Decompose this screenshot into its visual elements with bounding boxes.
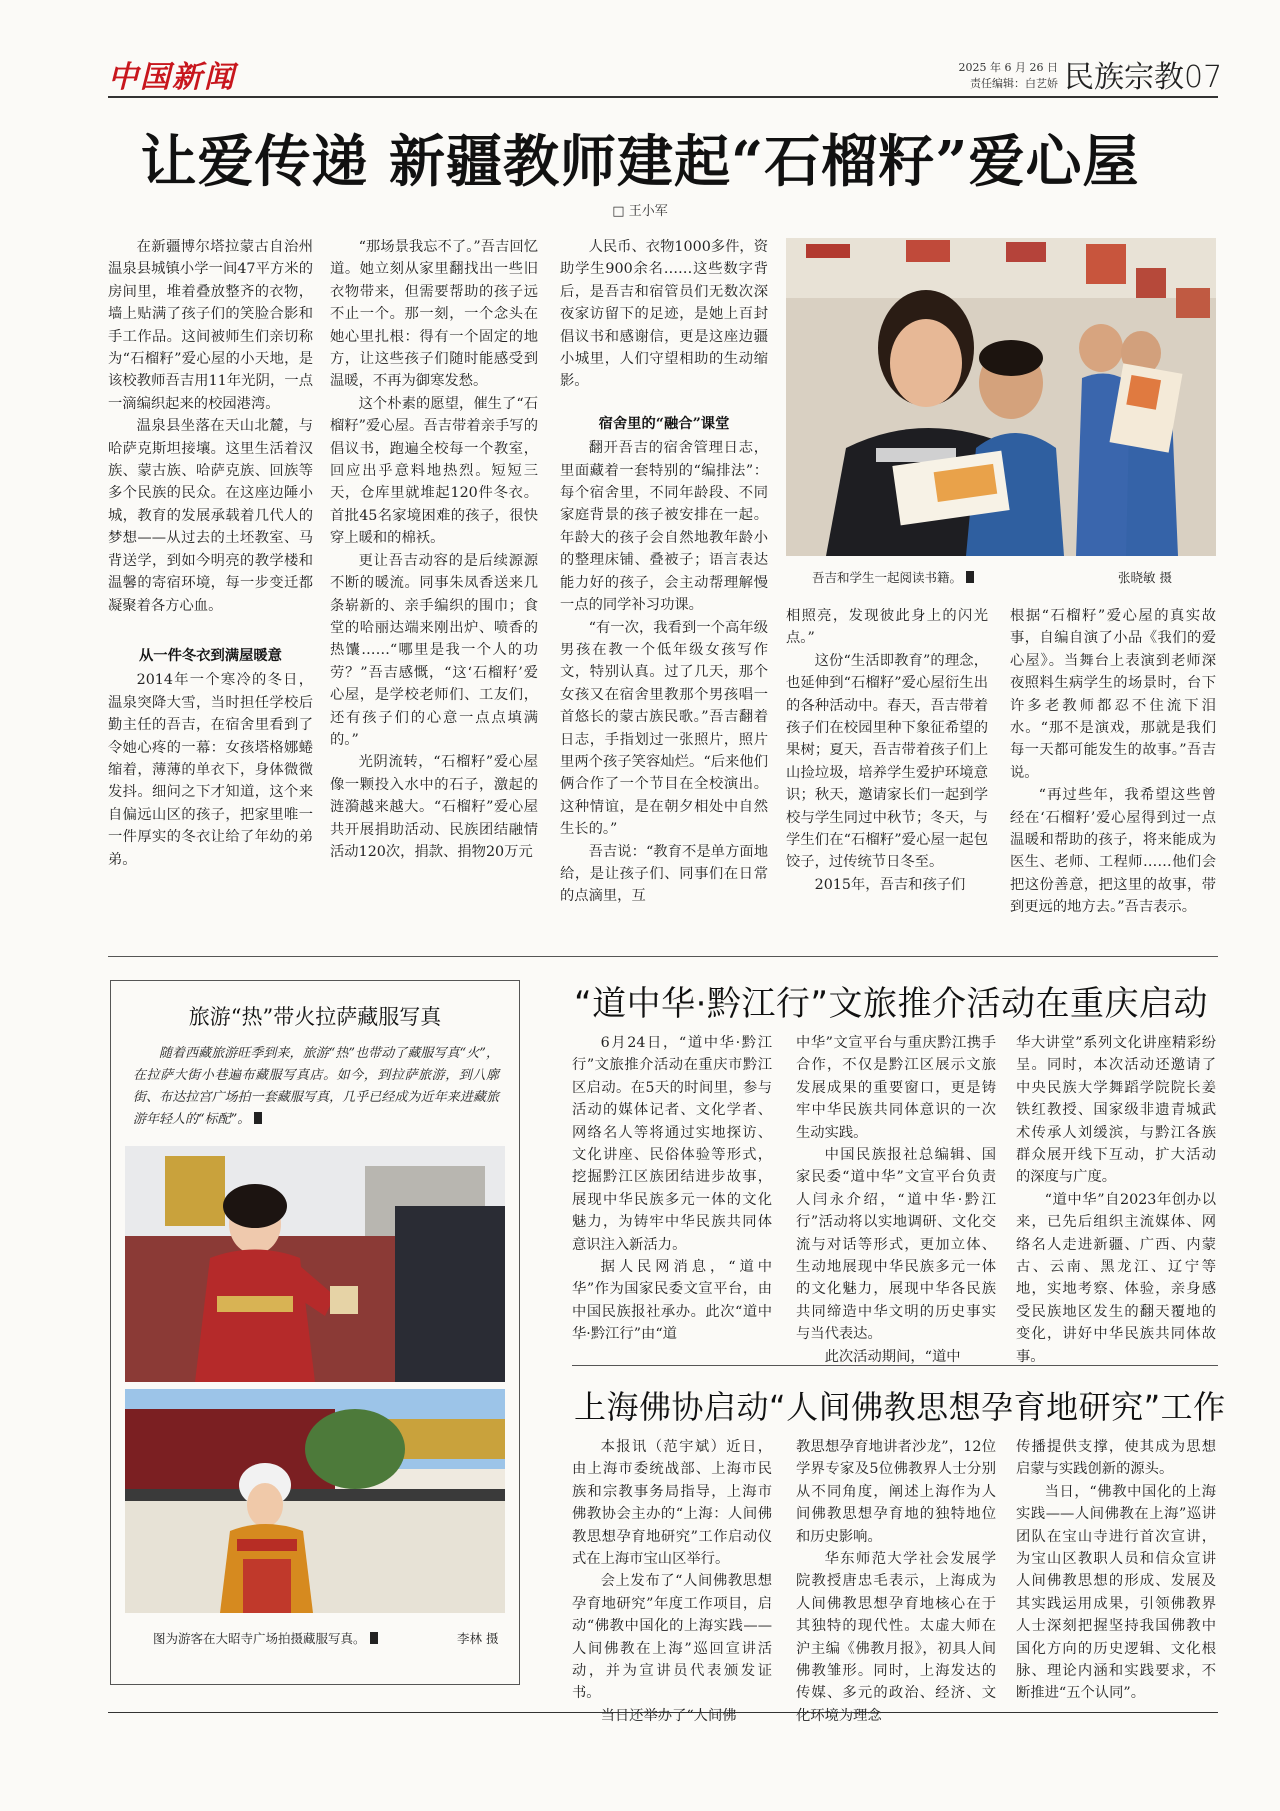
page-number: 07 [1184, 60, 1223, 95]
story2-headline: “道中华·黔江行”文旅推介活动在重庆启动 [574, 984, 1209, 1024]
sidebar-photo-top [125, 1146, 505, 1382]
lead-column-2 [330, 236, 538, 863]
reading-photo-illustration [786, 238, 1216, 556]
lead-column-3 [560, 236, 768, 908]
issue-editor: 责任编辑：白艺娇 [970, 77, 1058, 90]
sidebar-photo-bottom [125, 1389, 505, 1613]
lead-paragraph: 温泉县坐落在天山北麓，与哈萨克斯坦接壤。这里生活着汉族、蒙古族、哈萨克族、回族等多个民族的民众。在这座边陲小城，教育的发展承载着几代人的梦想——从过去的土坯教室、马背送学，到如今明亮的教学楼和温馨的寄宿环境，每一步变迁都凝聚着各方心血。 [108, 418, 313, 614]
end-mark [370, 1632, 378, 1644]
lead-paragraph: 这份“生活即教育”的理念，也延伸到“石榴籽”爱心屋衍生出的各种活动中。春天，吾吉带着孩子们在校园里种下象征希望的果树；夏天，吾吉带着孩子们上山捡垃圾，培养学生爱护环境意识；秋天，邀请家长们一起到学校与学生同过中秋节；冬天，与学生们在“石榴籽”爱心屋一起包饺子，过传统节日冬至。 [786, 652, 988, 871]
section-title: 民族宗教 [1064, 60, 1184, 95]
lead-paragraph: 人民币、衣物1000多件，资助学生900余名……这些数字背后，是吾吉和宿管员们无数次深夜家访留下的足迹，是她上百封倡议书和感谢信，更是这座边疆小城里，人们守望相助的生动缩影。 [560, 239, 768, 390]
story2-column-1 [572, 1032, 772, 1346]
sidebar-title: 旅游“热”带火拉萨藏服写真 [188, 1005, 442, 1029]
story3-paragraph: 本报讯（范宇斌）近日，由上海市委统战部、上海市民族和宗教事务局指导，上海市佛教协会主办的“上海：人间佛教思想孕育地研究”工作启动仪式在上海市宝山区举行。 [572, 1439, 772, 1568]
story3-paragraph: 会上发布了“人间佛教思想孕育地研究”年度工作项目，启动“佛教中国化的上海实践——人间佛教在上海”巡回宣讲活动，并为宣讲员代表颁发证书。 [572, 1573, 772, 1702]
lead-paragraph: “有一次，我看到一个高年级男孩在教一个低年级女孩写作文，特别认真。过了几天，那个女孩又在宿舍里教那个男孩唱一首悠长的蒙古族民歌。”吾吉翻着日志，手指划过一张照片，照片里两个孩子笑容灿烂。“后来他们俩合作了一个节目在全校演出。这种情谊，是在朝夕相处中自然生长的。” [560, 619, 768, 838]
story3-paragraph: 教思想孕育地讲者沙龙”，12位学界专家及5位佛教界人士分别从不同角度，阐述上海作为人间佛教思想孕育地的独特地位和历史影响。 [796, 1439, 996, 1545]
lead-byline: □ 王小军 [612, 204, 668, 219]
tibetan-costume-photo-1 [125, 1146, 505, 1382]
lead-paragraph: 这个朴素的愿望，催生了“石榴籽”爱心屋。吾吉带着亲手写的倡议书，跑遍全校每一个教室，回应出乎意料地热烈。短短三天，仓库里就堆起120件冬衣。首批45名家境困难的孩子，很快穿上暖和的棉袄。 [330, 395, 538, 547]
story2-column-2 [796, 1032, 996, 1368]
issue-date: 2025 年 6 月 26 日 [958, 61, 1058, 74]
lead-paragraph: 光阴流转，“石榴籽”爱心屋像一颗投入水中的石子，激起的涟漪越来越大。“石榴籽”爱心屋共开展捐助活动、民族团结融情活动120次，捐款、捐物20万元 [330, 754, 538, 860]
sidebar-credit: 李林 摄 [457, 1631, 499, 1646]
lead-column-4 [786, 605, 988, 896]
story2-paragraph: 此次活动期间，“道中 [824, 1348, 961, 1365]
tibetan-costume-photo-2 [125, 1389, 505, 1613]
lead-subhead: 从一件冬衣到满屋暖意 [139, 647, 282, 664]
lead-headline: 让爱传递 新疆教师建起“石榴籽”爱心屋 [140, 129, 1140, 195]
section-label [1064, 52, 1222, 96]
end-mark [254, 1112, 262, 1124]
story3-column-2 [796, 1436, 996, 1727]
lead-paragraph: 相照亮，发现彼此身上的闪光点。” [786, 608, 988, 647]
lead-paragraph: 吾吉说：“教育不是单方面地给，是让孩子们、同事们在日常的点滴里，互 [560, 843, 768, 905]
story3-paragraph: 当日还举办了“人间佛 [600, 1707, 737, 1724]
lead-subhead: 宿舍里的“融合”课堂 [598, 415, 730, 432]
lead-photo-caption [812, 568, 974, 586]
story2-paragraph: 中华”文宣平台与重庆黔江携手合作，不仅是黔江区展示文旅发展成果的重要窗口，更是铸牢中华民族共同体意识的一次生动实践。 [796, 1035, 996, 1141]
story2-paragraph: 据人民网消息，“道中华”作为国家民委文宣平台，由中国民族报社承办。此次“道中华·黔江行”由“道 [572, 1259, 772, 1343]
story2-paragraph: 6月24日，“道中华·黔江行”文旅推介活动在重庆市黔江区启动。在5天的时间里，参与活动的媒体记者、文化学者、网络名人等将通过实地探访、文化讲座、民俗体验等形式，挖掘黔江区族团结进步故事，展现中华民族多元一体的文化魅力，为铸牢中华民族共同体意识注入新活力。 [572, 1035, 772, 1253]
story2-column-3 [1016, 1032, 1216, 1368]
header-rule [108, 96, 1218, 98]
end-mark [966, 571, 974, 583]
story-divider [572, 1365, 1218, 1366]
sidebar-box [110, 980, 520, 1685]
lead-paragraph: 在新疆博尔塔拉蒙古自治州温泉县城镇小学一间47平方米的房间里，堆着叠放整齐的衣物，墙上贴满了孩子们的笑脸合影和手工作品。这间被师生们亲切称为“石榴籽”爱心屋的小天地，是该校教师吾吉用11年光阴，一点一滴编织起来的校园港湾。 [108, 239, 313, 412]
footer-rule [108, 1712, 1218, 1713]
story2-paragraph: 中国民族报社总编辑、国家民委“道中华”文宣平台负责人闫永介绍，“道中华·黔江行”活动将以实地调研、文化交流与对话等形式，更加立体、生动地展现中华民族多元一体的文化魅力，展现中华各民族共同缔造中华文明的历史事实与当代表达。 [796, 1147, 996, 1343]
section-divider [108, 956, 1218, 957]
story3-column-3 [1016, 1436, 1216, 1705]
story3-paragraph: 华东师范大学社会发展学院教授唐忠毛表示，上海成为人间佛教思想孕育地核心在于其独特的现代性。太虚大师在沪主编《佛教月报》，初具人间佛教雏形。同时，上海发达的传媒、多元的政治、经济、文化环境为理念 [796, 1551, 996, 1724]
lead-paragraph: 翻开吾吉的宿舍管理日志，里面藏着一套特别的“编排法”：每个宿舍里，不同年龄段、不同家庭背景的孩子被安排在一起。年龄大的孩子会自然地教年龄小的整理床铺、叠被子；语言表达能力好的孩子，会主动帮理解慢一点的同学补习功课。 [560, 440, 768, 614]
story3-headline: 上海佛协启动“人间佛教思想孕育地研究”工作 [574, 1388, 1226, 1426]
story2-paragraph: “道中华”自2023年创办以来，已先后组织主流媒体、网络名人走进新疆、广西、内蒙古、云南、黑龙江、辽宁等地，实地考察、体验，亲身感受民族地区发生的翻天覆地的变化，讲好中华民族共同体故事。 [1016, 1191, 1216, 1365]
story3-column-1 [572, 1436, 772, 1727]
story3-paragraph: 传播提供支撑，使其成为思想启蒙与实践创新的源头。 [1016, 1439, 1216, 1478]
lead-paragraph: “那场景我忘不了。”吾吉回忆道。她立刻从家里翻找出一些旧衣物带来，但需要帮助的孩子远不止一个。那一刻，一个念头在她心里扎根：得有一个固定的地方，让这些孩子们随时能感受到温暖，不再为御寒发愁。 [330, 239, 538, 390]
sidebar-caption-text: 图为游客在大昭寺广场拍摄藏服写真。 [153, 1631, 366, 1646]
newspaper-logo: 中国新闻 [108, 60, 236, 95]
lead-photo-credit: 张晓敏 摄 [1118, 570, 1172, 585]
story3-paragraph: 当日，“佛教中国化的上海实践——人间佛教在上海”巡讲团队在宝山寺进行首次宣讲，为宝山区教职人员和信众宣讲人间佛教思想的形成、发展及其实践运用成果，引领佛教界人士深刻把握坚持我国佛教中国化方向的历史逻辑、文化根脉、理论内涵和实践要求，不断推进“五个认同”。 [1016, 1483, 1216, 1702]
caption-text: 吾吉和学生一起阅读书籍。 [812, 570, 963, 585]
lead-paragraph: “再过些年，我希望这些曾经在‘石榴籽’爱心屋得到过一点温暖和帮助的孩子，将来能成为医生、老师、工程师……他们会把这份善意，把这里的故事，带到更远的地方去。”吾吉表示。 [1010, 787, 1216, 916]
lead-paragraph: 2015年，吾吉和孩子们 [814, 876, 966, 893]
sidebar-caption [153, 1629, 378, 1647]
lead-column-1 [108, 236, 313, 871]
issue-info [948, 60, 1058, 92]
lead-paragraph: 2014年一个寒冷的冬日，温泉突降大雪，当时担任学校后勤主任的吾吉，在宿舍里看到了令她心疼的一幕：女孩塔格娜蜷缩着，薄薄的单衣下，身体微微发抖。细问之下才知道，这个来自偏远山区的孩子，把家里唯一一件厚实的冬衣让给了年幼的弟弟。 [108, 672, 313, 868]
lead-column-5 [1010, 605, 1216, 919]
sidebar-text-body: 随着西藏旅游旺季到来，旅游“热”也带动了藏服写真“火”，在拉萨大街小巷遍布藏服写真店。如今，到拉萨旅游，到八廓街、布达拉宫广场拍一套藏服写真，几乎已经成为近年来进藏旅游年轻人的“标配”。 [133, 1046, 499, 1127]
lead-paragraph: 根据“石榴籽”爱心屋的真实故事，自编自演了小品《我们的爱心屋》。当舞台上表演到老师深夜照料生病学生的场景时，台下许多老教师都忍不住流下泪水。“那不是演戏，那就是我们每一天都可能发生的故事。”吾吉说。 [1010, 608, 1216, 781]
lead-photo [786, 238, 1216, 556]
lead-paragraph: 更让吾吉动容的是后续源源不断的暖流。同事朱凤香送来几条崭新的、亲手编织的围巾；食堂的哈丽达端来刚出炉、喷香的热馕……“哪里是我一个人的功劳？”吾吉感慨，“这‘石榴籽’爱心屋，是学校老师们、工友们，还有孩子们的心意一点点填满的。” [330, 552, 538, 748]
story2-paragraph: 华大讲堂”系列文化讲座精彩纷呈。同时，本次活动还邀请了中央民族大学舞蹈学院院长姜铁红教授、国家级非遗青城武术传承人刘缓滨，与黔江各族群众展开线下互动，扩大活动的深度与广度。 [1016, 1035, 1216, 1186]
sidebar-text [133, 1043, 499, 1131]
